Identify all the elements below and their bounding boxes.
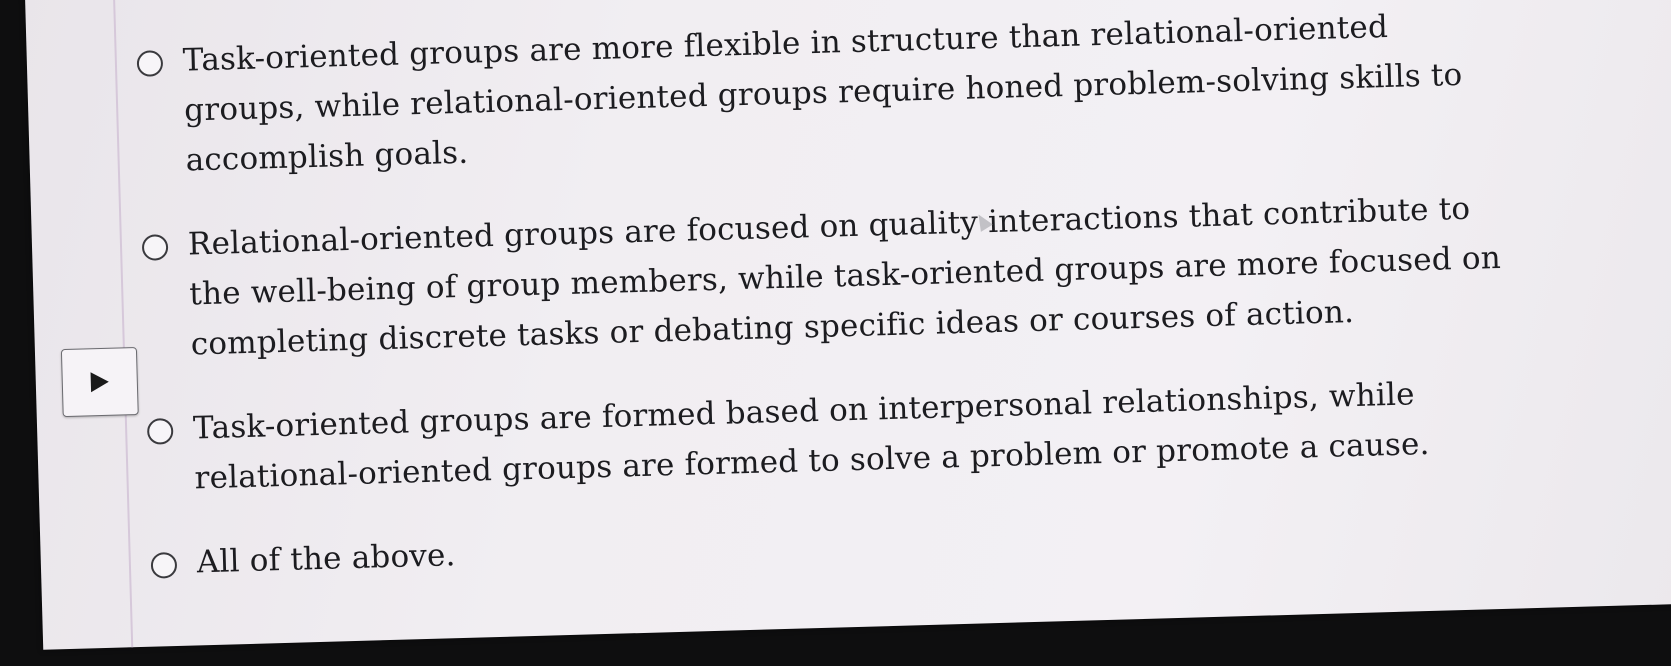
radio-button-option-3[interactable] <box>147 418 174 445</box>
answer-option-4[interactable] <box>150 500 1531 589</box>
panel-left-divider <box>112 0 133 647</box>
radio-button-option-4[interactable] <box>151 552 178 579</box>
answer-option-3-label: Task-oriented groups are formed based on interpersonal relationships, while relational-oriented groups are formed to solve a problem or promote a cause. <box>192 376 1431 497</box>
radio-button-option-2[interactable] <box>142 234 169 261</box>
answer-option-2-label: Relational-oriented groups are focused on quality interactions that contribute to the well-being of group members, while task-oriented groups are more focused on completing discrete tasks or debating specific ideas or courses of action. <box>187 190 1502 363</box>
answer-options <box>136 0 1532 623</box>
play-icon <box>91 372 110 392</box>
question-panel <box>24 0 1671 650</box>
answer-option-1[interactable] <box>136 0 1520 187</box>
collapse-toggle-button[interactable] <box>61 347 139 417</box>
answer-option-4-label: All of the above. <box>196 537 457 581</box>
answer-option-1-label: Task-oriented groups are more flexible in structure than relational-oriented groups, while relational-oriented groups require honed problem-solving skills to accomplish goals. <box>182 8 1463 179</box>
answer-option-2[interactable] <box>141 182 1525 370</box>
answer-option-3[interactable] <box>146 366 1528 504</box>
radio-button-option-1[interactable] <box>137 50 164 77</box>
